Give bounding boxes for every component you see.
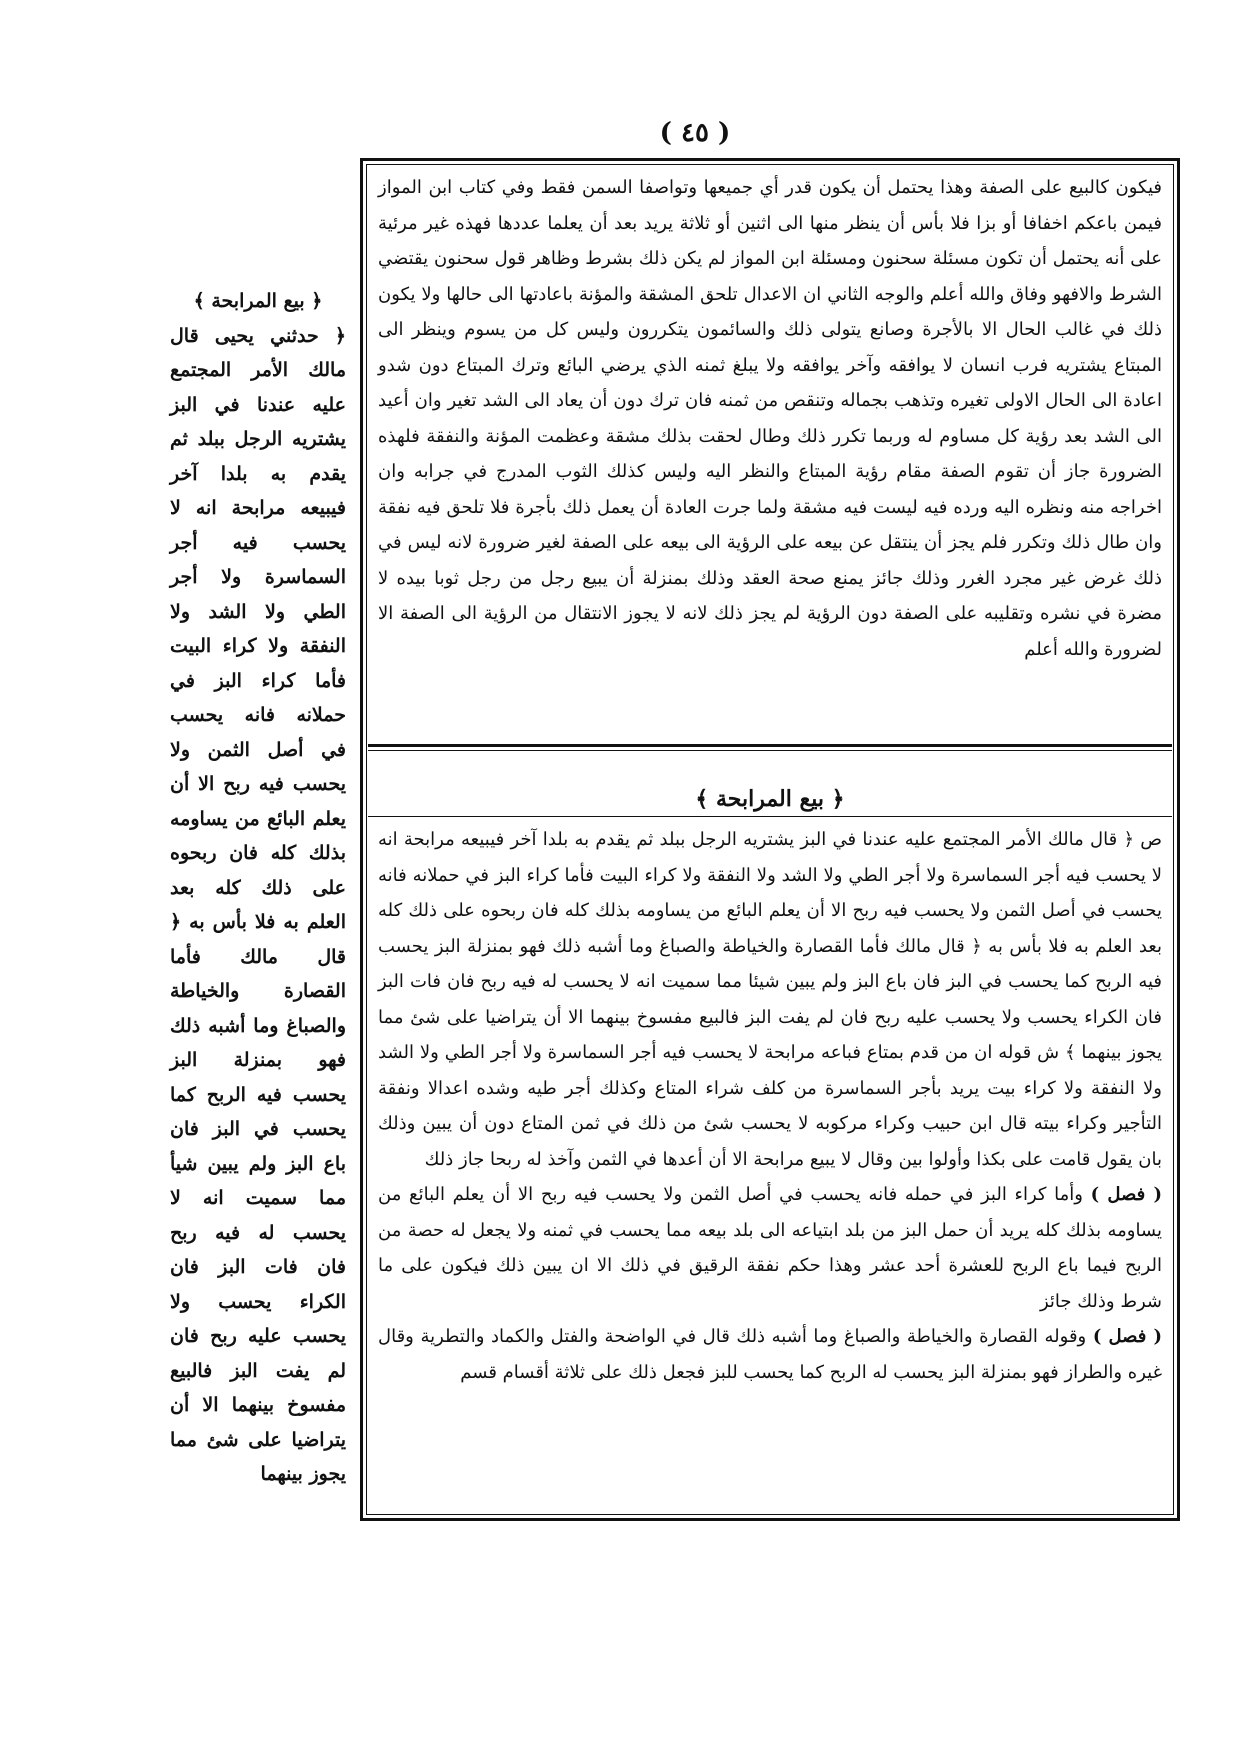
fasl-text: وقوله القصارة والخياطة والصباغ وما أشبه ذلك قال في الواضحة والفتل والكماد والتطرية وقال غيره والطراز فهو بمنزلة البز يحسب له الربح كما يحسب للبز فجعل ذلك على ثلاثة أقسام قسم bbox=[378, 1326, 1162, 1383]
section-title: ﴿ بيع المرابحة ﴾ bbox=[695, 786, 845, 812]
commentary-top-paragraph: فيكون كالبيع على الصفة وهذا يحتمل أن يكون قدر أي جميعها وتواصفا السمن فقط وفي كتاب ابن المواز فيمن باعكم اخفافا أو بزا فلا بأس أن ينظر منها الى اثنين أو ثلاثة يريد بعد أن يعلما عددها فهذه غير مرئية على أنه يحتمل أن تكون مسئلة سحنون ومسئلة ابن المواز لم يكن ذلك بشرط وظاهر قول سحنون يقتضي الشرط والافهو وفاق والله أعلم والوجه الثاني ان الاعدال تلحق المشقة والمؤنة باعادتها الى حالها ولا يكون ذلك في غالب الحال الا بالأجرة وصانع يتولى ذلك والسائمون يتكررون وليس كل من يسوم وينظر الى المبتاع يشتريه فرب انسان لا يوافقه وآخر يوافقه ولا يبلغ ثمنه الذي يرضي البائع وترك المبتاع دون شدو اعادة الى الحال الاولى تغيره وتذهب بجماله وتنقص من ثمنه فان ترك دون أن يعاد الى الشد تغير وان أعيد الى الشد بعد رؤية كل مساوم له وربما تكرر ذلك وطال لحقت بذلك مشقة وعظمت المؤنة والنفقة فلهذه الضرورة جاز أن تقوم الصفة مقام رؤية المبتاع والنظر اليه وليس كذلك الثوب المدرج في جرابه وان اخراجه منه ونظره اليه ورده فيه ليست فيه مشقة ولما جرت العادة أن يعمل ذلك بأجرة فلا تلحق فيه نفقة وان طال ذلك وتكرر فلم يجز أن ينتقل عن بيعه على الرؤية الى بيعه على الصفة لغير ضرورة لانه ليس في ذلك غرض غير مجرد الغرر وذلك جائز يمنع صحة العقد وذلك بمنزلة أن يبيع رجل من رجل ثوبا بيده لا مضرة في نشره وتقليبه على الصفة دون الرؤية لم يجز ذلك لانه لا يجوز الانتقال من الرؤية الى الصفة الا لضرورة والله أعلم bbox=[378, 177, 1162, 660]
fasl-text: وأما كراء البز في حمله فانه يحسب في أصل الثمن ولا يحسب فيه ربح الا أن يعلم البائع من يساومه بذلك كله يريد أن حمل البز من بلد ابتياعه الى بلد بيعه مما يحسب في ثمنه ولا يجعل له حصة من الربح فيما باع الربح للعشرة أحد عشر وهذا حكم نفقة الرقيق في ذلك الا ان يبين ذلك فيكون على ما شرط وذلك جائز bbox=[378, 1184, 1162, 1312]
main-text-block bbox=[378, 822, 1162, 1390]
sidebar-title: ﴿ بيع المرابحة ﴾ bbox=[193, 290, 323, 312]
section-divider-bottom bbox=[368, 816, 1172, 817]
fasl-paragraph-1 bbox=[378, 1177, 1162, 1319]
fasl-label: ( فصل ) bbox=[1090, 1184, 1162, 1205]
section-divider-top bbox=[368, 744, 1172, 747]
fasl-label: ( فصل ) bbox=[1092, 1326, 1162, 1347]
section-divider-top-thin bbox=[368, 750, 1172, 751]
main-text-paragraph: ص ﴿ قال مالك الأمر المجتمع عليه عندنا في البز يشتريه الرجل ببلد ثم يقدم به بلدا آخر فيبيعه مرابحة انه لا يحسب فيه أجر السماسرة ولا أجر الطي ولا الشد ولا النفقة ولا كراء البيت فأما كراء البز في حملانه فانه يحسب في أصل الثمن ولا يحسب فيه ربح الا أن يعلم البائع من يساومه بذلك كله فان ربحوه على ذلك كله بعد العلم به فلا بأس به ﴿ قال مالك فأما القصارة والخياطة والصباغ وما أشبه ذلك فهو بمنزلة البز يحسب فيه الربح كما يحسب في البز فان باع البز ولم يبين شيئا مما سميت انه لا يحسب له فيه ربح فان فات البز فان الكراء يحسب ولا يحسب عليه ربح فان لم يفت البز فالبيع مفسوخ بينهما الا أن يتراضيا على شئ مما يجوز بينهما ﴾ ش قوله ان من قدم بمتاع فباعه مرابحة لا يحسب فيه أجر السماسرة ولا أجر الطي ولا الشد ولا النفقة ولا كراء بيت يريد بأجر السماسرة من كلف شراء المتاع وكذلك أجر طيه وشده اعدالا ونفقة التأجير وكراء بيته قال ابن حبيب وكراء مركوبه لا يحسب شئ من ذلك في ثمن المتاع دون أن يبين وذلك بان يقول قامت على بكذا وأولوا بين وقال لا يبيع مرابحة الا أن أعدها في الثمن وآخذ له ربحا جاز ذلك bbox=[378, 829, 1162, 1170]
fasl-paragraph-2 bbox=[378, 1319, 1162, 1390]
sidebar-text: ﴿ حدثني يحيى قال مالك الأمر المجتمع عليه عندنا في البز يشتريه الرجل ببلد ثم يقدم به بلدا آخر فيبيعه مرابحة انه لا يحسب فيه أجر السماسرة ولا أجر الطي ولا الشد ولا النفقة ولا كراء البيت فأما كراء البز في حملانه فانه يحسب في أصل الثمن ولا يحسب فيه ربح الا أن يعلم البائع من يساومه بذلك كله فان ربحوه على ذلك كله بعد العلم به فلا بأس به ﴿ قال مالك فأما القصارة والخياطة والصباغ وما أشبه ذلك فهو بمنزلة البز يحسب فيه الربح كما يحسب في البز فان باع البز ولم يبين شيأ مما سميت انه لا يحسب له فيه ربح فان فات البز فان الكراء يحسب ولا يحسب عليه ربح فان لم يفت البز فالبيع مفسوخ بينهما الا أن يتراضيا على شئ مما يجوز بينهما bbox=[170, 324, 346, 1485]
commentary-top-block bbox=[378, 170, 1162, 667]
margin-sidebar bbox=[170, 284, 346, 1492]
page-number: ( ٤٥ ) bbox=[659, 118, 731, 148]
